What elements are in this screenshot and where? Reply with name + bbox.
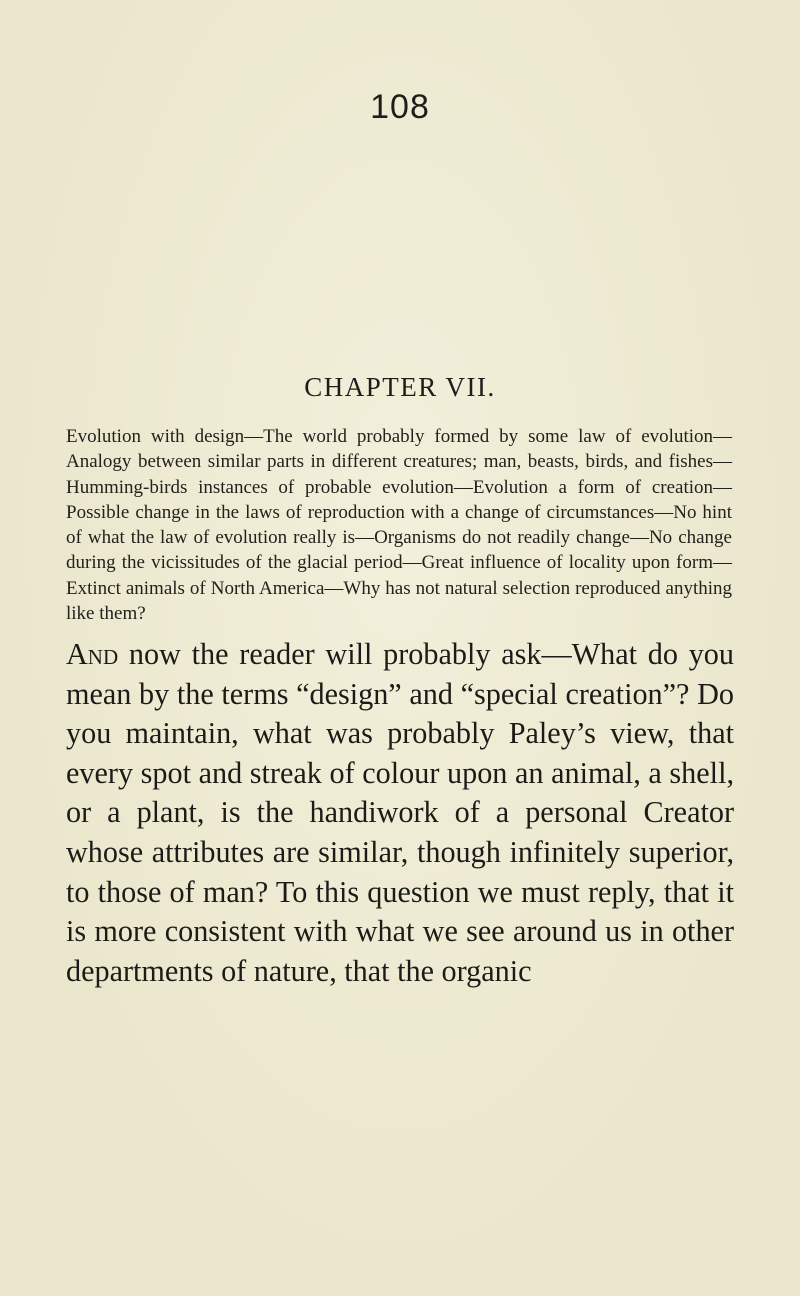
chapter-summary: Evolution with design—The world probably formed by some law of evolution—Analogy between similar parts in different creatures; man, beasts, birds, and fishes—Humming-birds instances of probable evolution—Evolution a form of creation—Possible change in the laws of reproduction with a change of circumstances—No hint of what the law of evolution really is—Organisms do not readily change—No change during the vicissitudes of the glacial period—Great influence of locality upon form—Extinct animals of North America—Why has not natural selection reproduced anything like them? (66, 426, 732, 625)
opening-word: And (66, 637, 119, 671)
body-paragraph (66, 635, 734, 991)
page-number: 108 (370, 88, 430, 126)
body-text: now the reader will probably ask—What do you mean by the terms “design” and “special creation”? Do you maintain, what was probably Paley’s view, that every spot and streak of colour upon an animal, a shell, or a plant, is the handiwork of a personal Creator whose attributes are similar, though infinitely superior, to those of man? To this question we must reply, that it is more consistent with what we see around us in other departments of nature, that the organic (66, 637, 734, 988)
chapter-title: CHAPTER VII. (304, 372, 496, 402)
